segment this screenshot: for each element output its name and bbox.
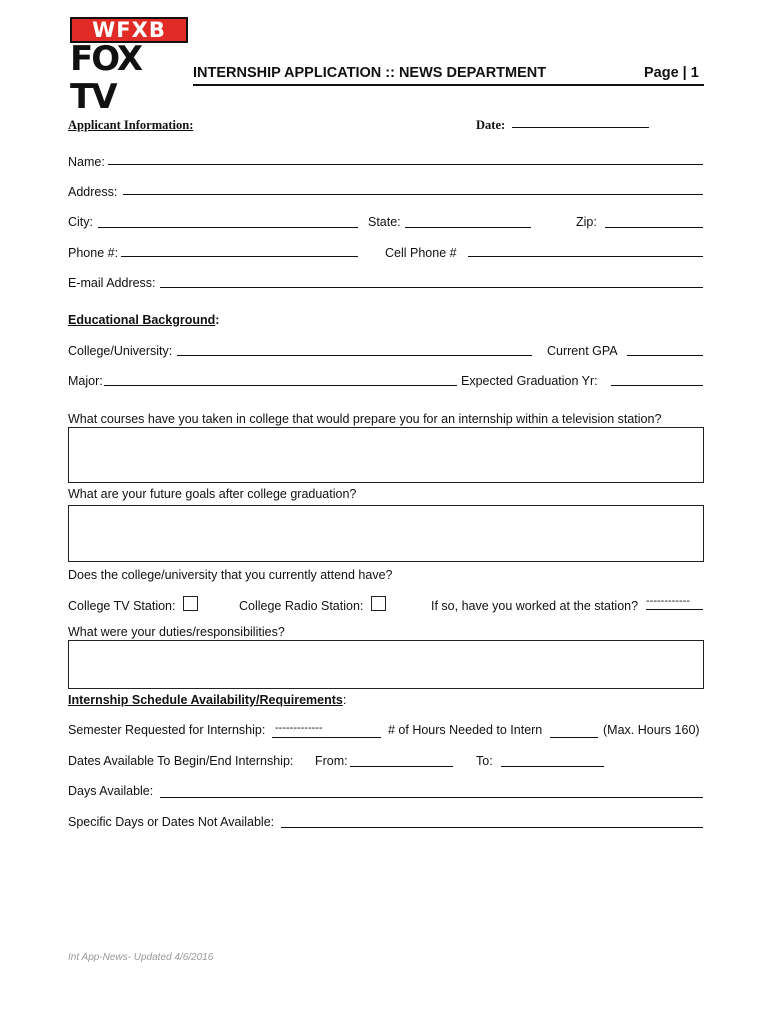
from-field[interactable]: [350, 766, 453, 767]
zip-label: Zip:: [576, 215, 597, 229]
date-label: Date:: [476, 118, 506, 132]
address-field[interactable]: [123, 194, 703, 195]
logo-wfxb: WFXB: [70, 17, 188, 43]
schedule-heading-colon: :: [342, 693, 347, 707]
tv-station-label: College TV Station:: [68, 599, 176, 613]
not-available-label: Specific Days or Dates Not Available:: [68, 815, 275, 829]
major-field[interactable]: [104, 385, 457, 386]
footer-note: Int App-News- Updated 4/6/2016: [68, 952, 214, 963]
college-label: College/University:: [68, 344, 173, 358]
zip-field[interactable]: [605, 227, 703, 228]
phone-label: Phone #:: [68, 246, 119, 260]
tv-station-checkbox[interactable]: [183, 596, 198, 611]
graduation-field[interactable]: [611, 385, 703, 386]
education-heading-text: Educational Background: [68, 313, 216, 327]
education-heading: [68, 313, 219, 327]
dates-label: Dates Available To Begin/End Internship:: [68, 754, 294, 768]
email-field[interactable]: [160, 287, 703, 288]
to-field[interactable]: [501, 766, 604, 767]
attend-question: Does the college/university that you currently attend have?: [68, 568, 393, 582]
schedule-heading-text: Internship Schedule Availability/Requirements: [68, 693, 343, 707]
cell-phone-field[interactable]: [468, 256, 703, 257]
semester-label: Semester Requested for Internship:: [68, 723, 266, 737]
semester-underline: [272, 737, 381, 738]
major-label: Major:: [68, 374, 103, 388]
goals-textbox[interactable]: [68, 505, 704, 562]
duties-textbox[interactable]: [68, 640, 704, 689]
days-available-field[interactable]: [160, 797, 703, 798]
days-available-label: Days Available:: [68, 784, 154, 798]
worked-at-station-field[interactable]: ------------: [646, 595, 690, 607]
state-field[interactable]: [405, 227, 531, 228]
name-label: Name:: [68, 155, 105, 169]
radio-station-label: College Radio Station:: [239, 599, 364, 613]
college-field[interactable]: [177, 355, 532, 356]
address-label: Address:: [68, 185, 118, 199]
education-heading-colon: :: [215, 313, 220, 327]
courses-textbox[interactable]: [68, 427, 704, 483]
worked-at-station-underline: [646, 609, 703, 610]
to-label: To:: [476, 754, 493, 768]
gpa-label: Current GPA: [547, 344, 618, 358]
graduation-label: Expected Graduation Yr:: [461, 374, 598, 388]
phone-field[interactable]: [121, 256, 358, 257]
page-number: Page | 1: [644, 65, 699, 81]
radio-station-checkbox[interactable]: [371, 596, 386, 611]
page-title: INTERNSHIP APPLICATION :: NEWS DEPARTMENT: [193, 65, 547, 81]
header-rule: [193, 84, 704, 86]
hours-label: # of Hours Needed to Intern: [388, 723, 543, 737]
logo-fox-tv: FOX TV: [70, 39, 142, 117]
schedule-heading: [68, 693, 346, 707]
semester-field[interactable]: -------------: [275, 722, 323, 734]
hours-field[interactable]: [550, 737, 598, 738]
state-label: State:: [368, 215, 401, 229]
not-available-field[interactable]: [281, 827, 703, 828]
date-field[interactable]: [512, 127, 649, 128]
courses-question: What courses have you taken in college that would prepare you for an internship within a television station?: [68, 412, 662, 426]
goals-question: What are your future goals after college graduation?: [68, 487, 357, 501]
gpa-field[interactable]: [627, 355, 703, 356]
worked-at-station-label: If so, have you worked at the station?: [431, 599, 639, 613]
city-field[interactable]: [98, 227, 358, 228]
duties-question: What were your duties/responsibilities?: [68, 625, 285, 639]
max-hours-note: (Max. Hours 160): [603, 723, 700, 737]
name-field[interactable]: [108, 164, 703, 165]
from-label: From:: [315, 754, 348, 768]
email-label: E-mail Address:: [68, 276, 156, 290]
city-label: City:: [68, 215, 93, 229]
applicant-heading: Applicant Information:: [68, 118, 194, 132]
cell-phone-label: Cell Phone #: [385, 246, 457, 260]
